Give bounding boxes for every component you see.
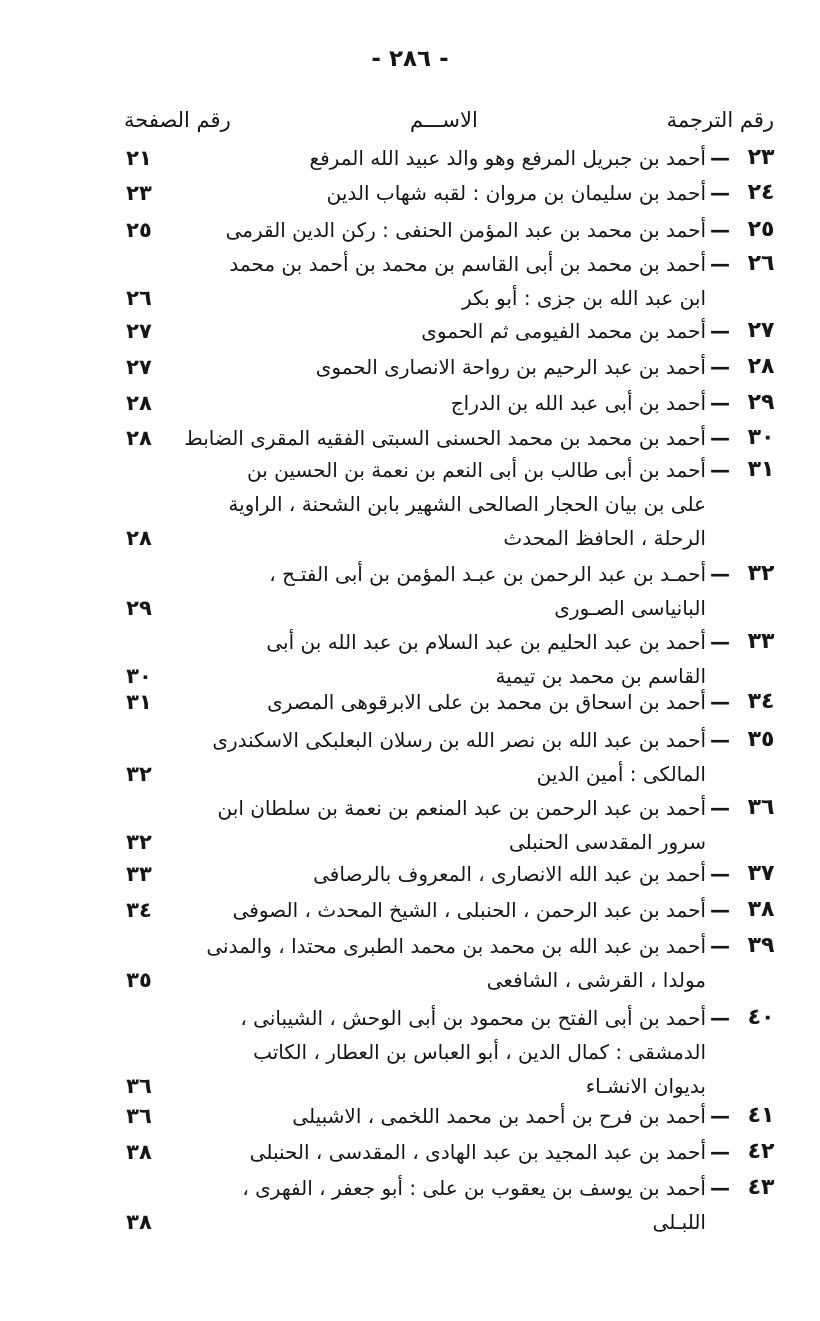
entry-name-line: مولدا ، القرشى ، الشافعى [486, 968, 706, 992]
entry-dash: — [710, 1104, 730, 1128]
entry-page-number: ٣٥ [126, 968, 152, 992]
entry-name-line: أحمد بن أبى عبد الله بن الدراج [450, 391, 706, 415]
entry-dash: — [710, 146, 730, 170]
header-page-number: رقم الصفحة [124, 108, 231, 132]
toc-entry [0, 175, 820, 209]
entry-dash: — [710, 728, 730, 752]
toc-entry [0, 722, 820, 790]
entry-dash: — [710, 1176, 730, 1200]
toc-entry [0, 1170, 820, 1238]
entry-page-number: ٢٨ [126, 391, 152, 415]
toc-entry [0, 624, 820, 692]
entry-number: ٣٢ [747, 561, 775, 586]
entry-page-number: ٢٨ [126, 426, 152, 450]
toc-entry [0, 684, 820, 718]
entry-dash: — [710, 630, 730, 654]
entry-page-number: ٢١ [126, 146, 152, 170]
entry-page-number: ٣٨ [126, 1140, 152, 1164]
entry-name-line: سرور المقدسى الحنبلى [508, 830, 706, 854]
entry-page-number: ٣٨ [126, 1210, 152, 1234]
toc-entry [0, 856, 820, 890]
entry-page-number: ٣٠ [126, 664, 152, 688]
entry-number: ٣١ [747, 457, 775, 482]
entry-dash: — [710, 252, 730, 276]
entry-name-line: اللبـلى [652, 1210, 706, 1234]
toc-entry [0, 1000, 820, 1102]
entry-page-number: ٣٢ [126, 762, 152, 786]
entry-page-number: ٢٧ [126, 355, 152, 379]
entry-dash: — [710, 218, 730, 242]
entry-number: ٢٤ [747, 180, 775, 205]
entry-number: ٣٩ [747, 933, 775, 958]
entry-dash: — [710, 862, 730, 886]
entry-dash: — [710, 898, 730, 922]
entry-page-number: ٣٢ [126, 830, 152, 854]
entry-name-line: أحمد بن محمد الفيومى ثم الحموى [421, 319, 706, 343]
header-entry-number: رقم الترجمة [666, 108, 774, 132]
entry-dash: — [710, 391, 730, 415]
toc-entry [0, 928, 820, 996]
entry-number: ٢٧ [747, 318, 775, 343]
entry-number: ٣٠ [747, 425, 775, 450]
entry-name-line: الرحلة ، الحافظ المحدث [503, 526, 706, 550]
entry-number: ٣٤ [747, 689, 775, 714]
entry-name-line: بديوان الانشـاء [585, 1074, 706, 1098]
entry-number: ٣٦ [747, 795, 775, 820]
toc-entry [0, 1098, 820, 1132]
entry-number: ٤٢ [747, 1139, 775, 1164]
entry-number: ٣٧ [747, 861, 775, 886]
entry-name-line: القاسم بن محمد بن تيمية [495, 664, 706, 688]
entry-name-line: أحمد بن عبد المجيد بن عبد الهادى ، المقدسى ، الحنبلى [249, 1140, 706, 1164]
entry-name-line: أحمد بن فرح بن أحمد بن محمد اللخمى ، الاشبيلى [292, 1104, 706, 1128]
entry-name-line: البانياسى الصـورى [554, 596, 706, 620]
toc-entry [0, 212, 820, 246]
toc-entry [0, 246, 820, 314]
entry-page-number: ٢٩ [126, 596, 152, 620]
toc-entry [0, 1134, 820, 1168]
entry-number: ٣٨ [747, 897, 775, 922]
page-number: - ٢٨٦ - [371, 46, 449, 72]
entry-dash: — [710, 796, 730, 820]
entry-dash: — [710, 319, 730, 343]
entry-number: ٢٩ [747, 390, 775, 415]
entry-number: ٢٨ [747, 354, 775, 379]
entry-page-number: ٣٤ [126, 898, 152, 922]
entry-page-number: ٢٥ [126, 218, 152, 242]
entry-dash: — [710, 562, 730, 586]
entry-page-number: ٣٦ [126, 1104, 152, 1128]
entry-page-number: ٣١ [126, 690, 152, 714]
toc-entry [0, 790, 820, 858]
entry-name-line: أحمد بن عبد الله بن محمد بن محمد الطبرى محتدا ، والمدنى [206, 934, 706, 958]
entry-name-line: أحمد بن أبى طالب بن أبى النعم بن نعمة بن الحسين بن [246, 458, 706, 482]
entry-page-number: ٣٣ [126, 862, 152, 886]
entry-dash: — [710, 1140, 730, 1164]
entry-number: ٤٣ [747, 1175, 775, 1200]
entry-dash: — [710, 1006, 730, 1030]
entry-dash: — [710, 355, 730, 379]
toc-entry [0, 892, 820, 926]
entry-number: ٣٣ [747, 629, 775, 654]
entry-name-line: أحمد بن عبد الرحمن بن عبد المنعم بن نعمة بن سلطان ابن [217, 796, 706, 820]
toc-entry [0, 313, 820, 347]
entry-number: ٢٥ [747, 217, 775, 242]
entry-number: ٢٣ [747, 145, 775, 170]
entry-name-line: أحمد بن يوسف بن يعقوب بن على : أبو جعفر ، الفهرى ، [242, 1176, 706, 1200]
entry-dash: — [710, 934, 730, 958]
entry-name-line: ابن عبد الله بن جزى : أبو بكر [462, 286, 706, 310]
entry-name-line: أحمد بن محمد بن عبد المؤمن الحنفى : ركن الدين القرمى [225, 218, 706, 242]
entry-number: ٣٥ [747, 727, 775, 752]
entry-name-line: أحمد بن محمد بن محمد الحسنى السبتى الفقيه المقرى الضابط [184, 426, 706, 450]
entry-number: ٢٦ [747, 251, 775, 276]
header-name: الاســـم [410, 108, 478, 132]
toc-entry [0, 385, 820, 419]
entry-name-line: أحمـد بن عبد الرحمن بن عبـد المؤمن بن أبى الفتـح ، [269, 562, 706, 586]
entry-name-line: أحمد بن جبريل المرفع وهو والد عبيد الله المرفع [309, 146, 706, 170]
entry-name-line: أحمد بن أبى الفتح بن محمود بن أبى الوحش ، الشيبانى ، [240, 1006, 706, 1030]
toc-entry [0, 452, 820, 554]
entry-name-line: أحمد بن اسحاق بن محمد بن على الابرقوهى المصرى [267, 690, 706, 714]
toc-entry [0, 556, 820, 624]
entry-name-line: أحمد بن سليمان بن مروان : لقبه شهاب الدين [326, 181, 706, 205]
entry-name-line: أحمد بن محمد بن أبى القاسم بن محمد بن أحمد بن محمد [229, 252, 706, 276]
toc-entry [0, 420, 820, 454]
entry-dash: — [710, 458, 730, 482]
toc-entry [0, 140, 820, 174]
entry-number: ٤١ [747, 1103, 775, 1128]
entry-page-number: ٢٦ [126, 286, 152, 310]
entry-name-line: أحمد بن عبد الرحمن ، الحنبلى ، الشيخ المحدث ، الصوفى [232, 898, 706, 922]
entry-name-line: أحمد بن عبد الرحيم بن رواحة الانصارى الحموى [315, 355, 706, 379]
entry-name-line: أحمد بن عبد الحليم بن عبد السلام بن عبد الله بن أبى [266, 630, 706, 654]
entry-dash: — [710, 690, 730, 714]
entry-number: ٤٠ [747, 1005, 775, 1030]
entry-name-line: الدمشقى : كمال الدين ، أبو العباس بن العطار ، الكاتب [253, 1040, 706, 1064]
entry-page-number: ٣٦ [126, 1074, 152, 1098]
entry-name-line: على بن بيان الحجار الصالحى الشهير بابن الشحنة ، الراوية [228, 492, 706, 516]
toc-entry [0, 349, 820, 383]
entry-page-number: ٢٨ [126, 526, 152, 550]
entry-name-line: أحمد بن عبد الله بن نصر الله بن رسلان البعلبكى الاسكندرى [212, 728, 706, 752]
entry-page-number: ٢٣ [126, 181, 152, 205]
entry-page-number: ٢٧ [126, 319, 152, 343]
entry-name-line: المالكى : أمين الدين [536, 762, 706, 786]
entry-dash: — [710, 181, 730, 205]
entry-dash: — [710, 426, 730, 450]
entry-name-line: أحمد بن عبد الله الانصارى ، المعروف بالرصافى [313, 862, 706, 886]
